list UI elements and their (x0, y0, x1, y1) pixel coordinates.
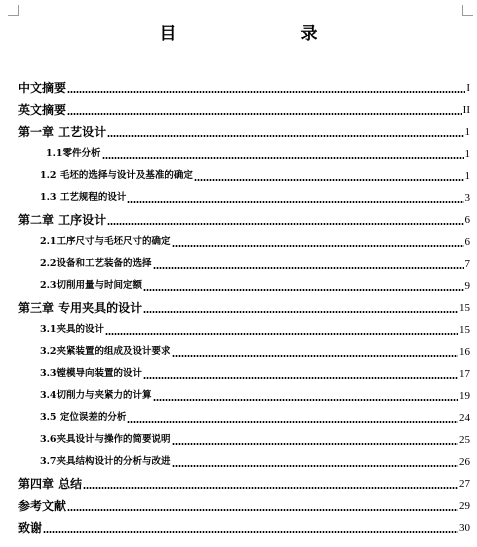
toc-entry-page: 17 (459, 368, 470, 380)
toc-entry[interactable] (40, 431, 470, 449)
toc-entry-label: 3.2夹紧装置的组成及设计要求 (40, 346, 171, 357)
toc-entry-page: II (462, 104, 470, 116)
toc-entry-label: 1.2 毛坯的选择与设计及基准的确定 (40, 170, 193, 181)
toc-entry[interactable] (18, 475, 470, 493)
toc-entry-label: 第三章 专用夹具的设计 (18, 301, 143, 315)
toc-entry[interactable] (18, 79, 470, 97)
toc-entry-page: 9 (464, 280, 470, 292)
toc-dot-leader (107, 135, 463, 137)
toc-entry-label: 2.1工序尺寸与毛坯尺寸的确定 (40, 236, 171, 247)
toc-entry-page: 29 (459, 500, 470, 512)
toc-entry[interactable] (40, 453, 470, 471)
toc-entry-page: 25 (459, 434, 470, 446)
toc-dot-leader (172, 245, 464, 247)
margin-mark-top-left (8, 5, 19, 16)
toc-dot-leader (83, 487, 458, 489)
toc-entry-label: 致谢 (18, 521, 43, 535)
toc-dot-leader (172, 355, 458, 357)
toc-entry[interactable] (40, 409, 470, 427)
margin-mark-top-right (462, 5, 473, 16)
toc-title: 目 录 (159, 24, 348, 44)
toc-dot-leader (67, 91, 465, 93)
toc-entry-label: 3.1夹具的设计 (40, 324, 105, 335)
toc-dot-leader (102, 157, 464, 159)
toc-entry-label: 3.5 定位误差的分析 (40, 412, 127, 423)
toc-entry-page: 15 (459, 302, 470, 314)
toc-entry[interactable] (18, 519, 470, 537)
toc-entry-page: 7 (464, 258, 470, 270)
toc-entry-label: 1.1零件分析 (46, 148, 101, 159)
toc-entry-page: 24 (459, 412, 470, 424)
toc-entry-label: 1.3 工艺规程的设计 (40, 192, 127, 203)
toc-entry[interactable] (18, 123, 470, 141)
toc-entry-label: 3.6夹具设计与操作的简要说明 (40, 434, 171, 445)
toc-dot-leader (127, 421, 458, 423)
toc-entry-label: 3.3镗模导向装置的设计 (40, 368, 143, 379)
toc-entry[interactable] (40, 233, 470, 251)
toc-entry[interactable] (40, 321, 470, 339)
toc-entry-page: 30 (459, 522, 470, 534)
toc-entry-label: 英文摘要 (18, 103, 67, 117)
toc-entry-label: 2.3切削用量与时间定额 (40, 280, 143, 291)
toc-dot-leader (127, 201, 463, 203)
toc-dot-leader (172, 443, 458, 445)
toc-dot-leader (172, 465, 458, 467)
toc-entry-label: 参考文献 (18, 499, 67, 513)
toc-entry[interactable] (18, 497, 470, 515)
toc-entry-page: 19 (459, 390, 470, 402)
toc-dot-leader (153, 399, 458, 401)
toc-dot-leader (143, 311, 458, 313)
toc-entry-label: 第一章 工艺设计 (18, 125, 107, 139)
toc-entry[interactable] (40, 277, 470, 295)
toc-entry-page: 16 (459, 346, 470, 358)
toc-entry[interactable] (40, 167, 470, 185)
toc-dot-leader (143, 377, 458, 379)
toc-dot-leader (67, 113, 462, 115)
toc-entry-page: 3 (464, 192, 470, 204)
toc-entry-page: 1 (464, 148, 470, 160)
toc-entry-page: 6 (464, 214, 470, 226)
toc-entry-label: 2.2设备和工艺装备的选择 (40, 258, 152, 269)
toc-entry-label: 3.4切削力与夹紧力的计算 (40, 390, 152, 401)
toc-dot-leader (43, 531, 458, 533)
toc-dot-leader (67, 509, 458, 511)
toc-entry-page: 27 (459, 478, 470, 490)
toc-entry-page: 26 (459, 456, 470, 468)
toc-entry-label: 3.7夹具结构设计的分析与改进 (40, 456, 171, 467)
toc-entry-label: 第二章 工序设计 (18, 213, 107, 227)
toc-entry[interactable] (40, 189, 470, 207)
toc-entry-label: 中文摘要 (18, 81, 67, 95)
toc-dot-leader (153, 267, 464, 269)
toc-entry[interactable] (40, 387, 470, 405)
toc-dot-leader (194, 179, 464, 181)
toc-entry[interactable] (40, 365, 470, 383)
toc-entry-page: I (466, 82, 470, 94)
toc-entry-page: 6 (464, 236, 470, 248)
toc-entry[interactable] (40, 343, 470, 361)
toc-dot-leader (107, 223, 463, 225)
toc-entry-page: 1 (464, 126, 470, 138)
toc-entry[interactable] (18, 299, 470, 317)
toc-entry-label: 第四章 总结 (18, 477, 83, 491)
toc-entry[interactable] (46, 145, 470, 163)
toc-dot-leader (143, 289, 463, 291)
toc-entry-page: 15 (459, 324, 470, 336)
toc-entry-page: 1 (464, 170, 470, 182)
toc-entry[interactable] (18, 101, 470, 119)
toc-entry[interactable] (18, 211, 470, 229)
toc-dot-leader (105, 333, 458, 335)
toc-entry[interactable] (40, 255, 470, 273)
